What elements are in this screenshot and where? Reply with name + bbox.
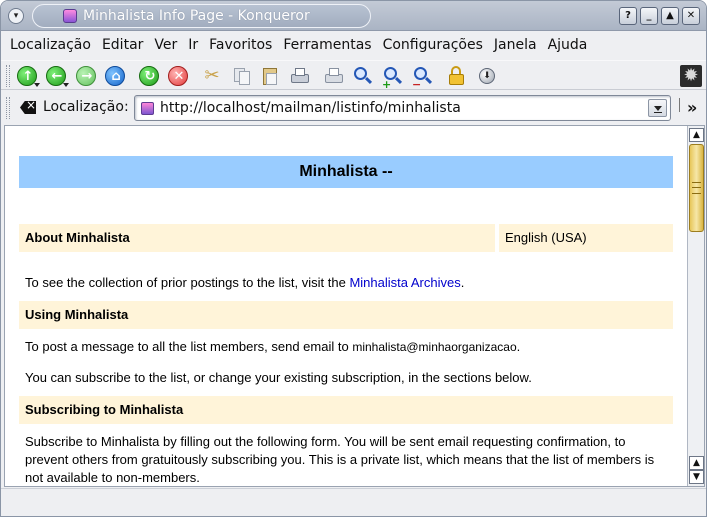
menu-favoritos[interactable]: Favoritos — [209, 37, 273, 53]
zoom-icon[interactable] — [352, 66, 372, 86]
vertical-scrollbar[interactable] — [687, 126, 704, 486]
archives-text: To see the collection of prior postings to the list, visit the — [25, 275, 346, 290]
scroll-thumb[interactable] — [689, 144, 704, 232]
zoom-out-icon[interactable]: − — [412, 66, 432, 86]
toolbar-overflow-icon[interactable]: » — [687, 98, 698, 117]
menu-ver[interactable]: Ver — [154, 37, 178, 53]
list-email: minhalista@minhaorganizacao — [352, 340, 517, 354]
window-buttons — [619, 7, 700, 25]
subscribe-line-1: Subscribe to Minhalista by filling out the following form. You will be sent email requesting confirmation, to — [25, 434, 626, 449]
subscribe-line-2: prevent others from gratuitously subscribing you. This is a private list, which means that the list of members is — [25, 452, 655, 467]
url-text[interactable]: http://localhost/mailman/listinfo/minhalista — [160, 100, 461, 116]
print-icon[interactable] — [289, 66, 309, 86]
menu-ir[interactable]: Ir — [188, 37, 199, 53]
download-icon[interactable]: ⬇ — [479, 68, 495, 84]
next-icon[interactable]: → — [76, 66, 96, 86]
menu-ferramentas[interactable]: Ferramentas — [283, 37, 372, 53]
maximize-button[interactable]: ▲ — [661, 7, 679, 25]
toolbar-grip[interactable] — [6, 65, 10, 87]
stop-icon[interactable]: ✕ — [168, 66, 188, 86]
subscribing-section-header: Subscribing to Minhalista — [19, 396, 673, 424]
scroll-up-button[interactable]: ▲ — [689, 128, 704, 142]
scroll-down-button[interactable]: ▼ — [689, 470, 704, 484]
archives-period: . — [460, 275, 465, 290]
menu-janela[interactable]: Janela — [493, 37, 537, 53]
list-banner: Minhalista -- — [19, 156, 673, 188]
konqueror-page-icon — [63, 9, 77, 23]
archives-paragraph — [25, 274, 464, 292]
post-period: . — [516, 339, 521, 354]
favicon-icon — [141, 102, 154, 115]
window-title: Minhalista Info Page - Konqueror — [83, 8, 310, 24]
archives-link[interactable]: Minhalista Archives — [349, 275, 461, 290]
subscribe-line-3: not available to non-members. — [25, 470, 200, 485]
web-page — [5, 126, 686, 486]
clear-location-icon[interactable] — [20, 101, 36, 114]
copy-icon[interactable] — [231, 66, 251, 86]
title-pill — [32, 4, 371, 28]
lock-icon[interactable] — [447, 66, 467, 86]
window-menu-button[interactable]: ▾ — [8, 8, 24, 24]
minimize-button[interactable]: _ — [640, 7, 658, 25]
home-icon[interactable]: ⌂ — [105, 66, 125, 86]
menu-bar — [1, 32, 706, 58]
location-label: Localização: — [43, 99, 129, 115]
menu-editar[interactable]: Editar — [101, 37, 144, 53]
about-section-header: About Minhalista — [19, 224, 495, 252]
paste-icon[interactable] — [260, 66, 280, 86]
back-icon[interactable]: ↑ — [17, 66, 37, 86]
content-frame — [4, 125, 705, 487]
language-label: English (USA) — [499, 224, 673, 252]
menu-ajuda[interactable]: Ajuda — [547, 37, 588, 53]
cut-icon[interactable]: ✂ — [204, 65, 220, 86]
location-bar — [1, 92, 706, 124]
reload-icon[interactable]: ↻ — [139, 66, 159, 86]
close-button[interactable]: ✕ — [682, 7, 700, 25]
post-text: To post a message to all the list members, send email to — [25, 339, 349, 354]
back-dropdown-icon[interactable] — [34, 83, 40, 87]
print-preview-icon[interactable] — [323, 66, 343, 86]
scroll-grip-icon — [692, 182, 701, 194]
title-bar[interactable] — [1, 1, 706, 31]
location-grip[interactable] — [6, 97, 10, 119]
help-button[interactable]: ? — [619, 7, 637, 25]
zoom-in-icon[interactable]: + — [382, 66, 402, 86]
post-paragraph — [25, 338, 520, 356]
menu-configuracoes[interactable]: Configurações — [382, 37, 483, 53]
url-input[interactable] — [134, 95, 671, 121]
gear-icon[interactable]: ✹ — [680, 65, 702, 87]
forward-back-icon[interactable]: ← — [46, 66, 66, 86]
main-toolbar — [1, 60, 706, 90]
menu-localizacao[interactable]: Localização — [10, 37, 91, 53]
scroll-up-button-bottom[interactable]: ▲ — [689, 456, 704, 470]
status-bar — [1, 488, 706, 516]
history-dropdown-icon[interactable] — [63, 83, 69, 87]
location-separator — [679, 98, 682, 112]
url-history-dropdown[interactable] — [648, 99, 667, 117]
using-section-header: Using Minhalista — [19, 301, 673, 329]
subscribe-info: You can subscribe to the list, or change your existing subscription, in the sections below. — [25, 370, 532, 385]
